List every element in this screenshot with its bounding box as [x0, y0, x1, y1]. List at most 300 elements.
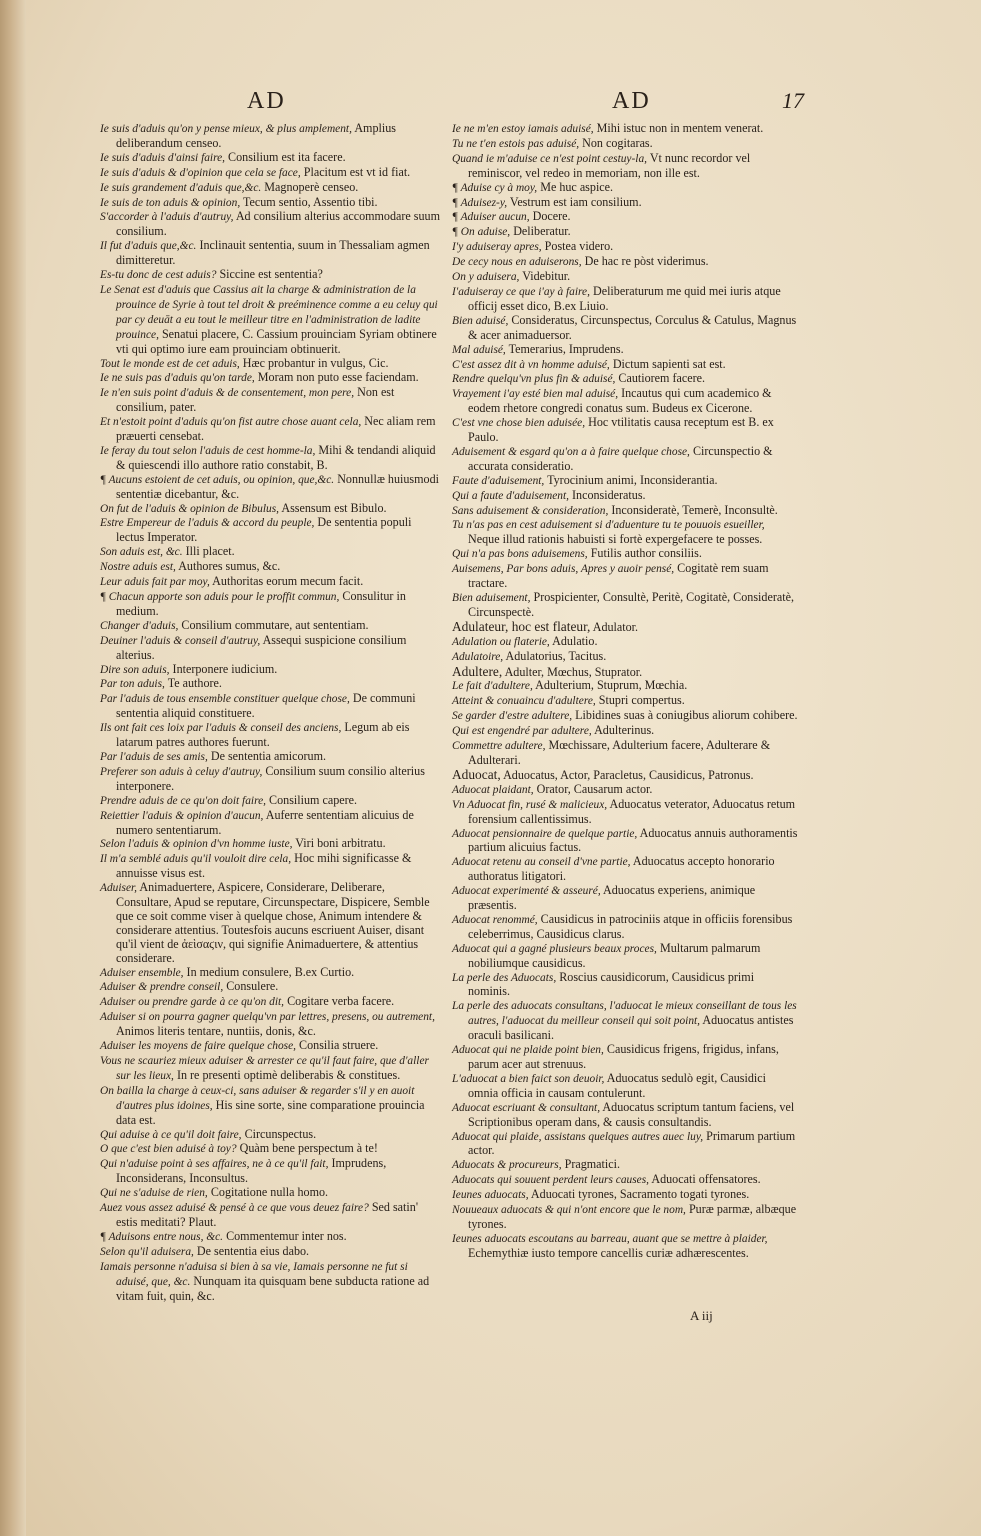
french-headphrase: Aduocats qui souuent perdent leurs causes, — [452, 1174, 649, 1187]
dictionary-entry — [452, 181, 798, 196]
dictionary-entry — [100, 516, 442, 545]
latin-gloss: Aduocatus accepto honorario authoratus litigatori. — [468, 854, 775, 884]
latin-gloss: Deliberatur. — [513, 224, 571, 239]
latin-gloss: Cogitatione nulla homo. — [210, 1185, 329, 1200]
dictionary-entry — [452, 798, 798, 827]
french-headphrase: Selon qu'il aduisera, — [100, 1245, 194, 1258]
dictionary-entry — [452, 739, 798, 768]
latin-gloss: Auferre sententiam alicuius de numero sententiarum. — [116, 807, 414, 837]
latin-gloss: Videbitur. — [522, 269, 571, 284]
latin-gloss: Libidines suas à coniugibus aliorum cohibere. — [575, 708, 798, 723]
dictionary-entry — [452, 1072, 798, 1101]
french-headphrase: Qui aduise à ce qu'il doit faire, — [100, 1128, 242, 1141]
latin-gloss: Hæc probantur in vulgus, Cic. — [242, 355, 389, 370]
dictionary-entry — [452, 225, 798, 240]
dictionary-entry — [452, 489, 798, 504]
latin-gloss: Nunquam ita quisquam bene subducta ratione ad vitam fuit, quin, &c. — [116, 1273, 430, 1303]
latin-gloss: Aduocatus antistes oraculi basilicani. — [468, 1013, 794, 1043]
french-headphrase: Par l'aduis de ses amis, — [100, 750, 208, 763]
latin-gloss: Assensum est Bibulo. — [281, 500, 387, 515]
latin-gloss: Non cogitaras. — [582, 135, 653, 150]
french-headphrase: Bien aduisé, — [452, 314, 509, 327]
latin-gloss: Consulitur in medium. — [116, 589, 406, 618]
dictionary-entry — [100, 677, 442, 692]
french-headphrase: Le fait d'adultere, — [452, 680, 533, 693]
french-headphrase: Commettre adultere, — [452, 740, 546, 753]
french-headphrase: I'aduiseray ce que i'ay à faire, — [452, 285, 590, 298]
french-headphrase: Ieunes aduocats, — [452, 1189, 529, 1202]
latin-gloss: Causidicus in patrociniis atque in officiis forensibus celeberrimus, Causidicus clarus. — [468, 911, 793, 941]
french-headphrase: Par ton aduis, — [100, 678, 165, 691]
latin-gloss: Adulter, Mœchus, Stuprator. — [504, 664, 643, 679]
dictionary-entry — [452, 210, 798, 225]
latin-gloss: Orator, Causarum actor. — [536, 781, 653, 796]
french-headphrase: Auisemens, Par bons aduis, Apres y auoir pensé, — [452, 563, 675, 576]
dictionary-entry — [452, 445, 798, 474]
dictionary-entry — [452, 768, 798, 783]
latin-gloss: Authoritas eorum mecum facit. — [212, 574, 364, 589]
dictionary-entry — [452, 240, 798, 255]
latin-gloss: Deliberaturum me quid mei iuris atque officij esset dico, B.ex Liuio. — [468, 283, 781, 313]
latin-gloss: Te authore. — [167, 676, 222, 691]
latin-gloss: Postea videro. — [544, 239, 614, 254]
dictionary-entry — [452, 591, 798, 620]
latin-gloss: Consilium commutare, aut sententiam. — [181, 617, 369, 632]
latin-gloss: Primarum partium actor. — [468, 1128, 796, 1158]
french-headphrase: On y aduisera, — [452, 271, 520, 284]
dictionary-entry — [100, 239, 442, 268]
dictionary-entry — [452, 679, 798, 694]
dictionary-entry — [100, 166, 442, 181]
french-headphrase: Bien aduisement, — [452, 592, 531, 604]
dictionary-entry — [100, 1084, 442, 1128]
french-headphrase: Preferer son aduis à celuy d'autruy, — [100, 765, 263, 778]
dictionary-entry — [100, 663, 442, 678]
latin-gloss: Moram non puto esse faciendam. — [257, 370, 419, 385]
french-headphrase: Il m'a semblé aduis qu'il vouloit dire cela, — [100, 853, 292, 866]
french-headphrase: Et n'estoit point d'aduis qu'on fist autre chose auant cela, — [100, 416, 362, 429]
french-headphrase: Qui n'a pas bons aduisemens, — [452, 548, 588, 561]
dictionary-entry — [100, 634, 442, 663]
dictionary-entry — [100, 1201, 442, 1230]
french-headphrase: Iamais personne n'aduisa si bien à sa vie, Iamais personne ne fut si aduisé, que, &c. — [100, 1260, 408, 1288]
left-column — [100, 122, 442, 1303]
french-headphrase: Adultere, — [452, 663, 503, 679]
dictionary-entry — [100, 1142, 442, 1157]
dictionary-entry — [452, 635, 798, 650]
latin-gloss: Stupri compertus. — [598, 693, 685, 708]
latin-gloss: Aduocatus, Actor, Paracletus, Causidicus, Patronus. — [503, 767, 754, 782]
dictionary-entry — [452, 1188, 798, 1203]
dictionary-entry — [100, 1128, 442, 1143]
french-headphrase: Quand ie m'aduise ce n'est point cestuy-la, — [452, 152, 647, 165]
french-headphrase: Ie suis d'aduis & d'opinion que cela se face, — [100, 166, 301, 179]
dictionary-entry — [452, 1130, 798, 1159]
latin-gloss: Aduocatus veterator, Aduocatus retum forensium callentissimus. — [468, 796, 796, 826]
latin-gloss: Animos literis tentare, nuntiis, donis, &c. — [116, 1024, 316, 1039]
french-headphrase: La perle des Aduocats, — [452, 971, 557, 984]
french-headphrase: Son aduis est, &c. — [100, 546, 183, 559]
dictionary-entry — [452, 827, 798, 856]
french-headphrase: Leur aduis fait par moy, — [100, 576, 210, 589]
french-headphrase: Aduocat qui ne plaide point bien, — [452, 1044, 604, 1057]
french-headphrase: Nostre aduis est, — [100, 561, 176, 574]
dictionary-entry — [100, 1157, 442, 1186]
french-headphrase: Qui a faute d'aduisement, — [452, 489, 569, 502]
dictionary-entry — [100, 181, 442, 196]
french-headphrase: Tu n'as pas en cest aduisement si d'aduenture tu te pouuois esueiller, — [452, 519, 765, 532]
dictionary-entry — [452, 343, 798, 358]
latin-gloss: Authores sumus, &c. — [178, 559, 281, 574]
latin-gloss: Ad consilium alterius accommodare suum consilium. — [116, 209, 441, 239]
french-headphrase: Adulation ou flaterie, — [452, 635, 550, 648]
french-headphrase: Aduiser les moyens de faire quelque chose, — [100, 1040, 297, 1053]
french-headphrase: La perle des aduocats consultans, l'aduocat le mieux conseillant de tous les autres, l'aduocat du meilleur conseil qui soit point, — [452, 1000, 797, 1028]
french-headphrase: ¶ Aduise cy à moy, — [452, 181, 538, 194]
latin-gloss: Interponere iudicium. — [172, 661, 278, 676]
latin-gloss: Adulterium, Stuprum, Mœchia. — [535, 678, 688, 693]
dictionary-entry — [100, 122, 442, 151]
french-headphrase: Ie suis d'aduis qu'on y pense mieux, & plus amplement, — [100, 123, 352, 135]
latin-gloss: Legum ab eis latarum patres authores fuerunt. — [116, 720, 410, 750]
dictionary-entry — [452, 358, 798, 373]
french-headphrase: Aduocat qui a gagné plusieurs beaux proces, — [452, 942, 657, 955]
french-headphrase: ¶ On aduise, — [452, 226, 511, 239]
latin-gloss: Echemythiæ iusto tempore cancellis curiæ adhærescentes. — [468, 1245, 749, 1260]
latin-gloss: Adulator. — [592, 619, 639, 634]
signature-mark: A iij — [690, 1308, 713, 1323]
dictionary-entry — [100, 1054, 442, 1084]
dictionary-entry — [452, 518, 798, 547]
french-headphrase: ¶ Aduisez-y, — [452, 196, 508, 209]
latin-gloss: Multarum palmarum nobiliumque causidicus. — [468, 940, 761, 970]
french-headphrase: Atteint & conuaincu d'adultere, — [452, 695, 596, 708]
latin-gloss: Nec aliam rem præuerti censebat. — [116, 414, 436, 444]
latin-gloss: Puræ parmæ, albæque tyrones. — [468, 1202, 797, 1231]
dictionary-entry — [452, 855, 798, 884]
latin-gloss: Aduocati offensatores. — [651, 1172, 761, 1187]
french-headphrase: Estre Empereur de l'aduis & accord du peuple, — [100, 517, 315, 530]
latin-gloss: Circunspectio & accurata consideratio. — [468, 443, 773, 473]
dictionary-entry — [452, 547, 798, 562]
latin-gloss: Pragmatici. — [564, 1157, 621, 1172]
latin-gloss: Consideratus, Circunspectus, Corculus & Catulus, Magnus & acer animaduersor. — [468, 312, 797, 342]
french-headphrase: Adulateur, hoc est flateur, — [452, 618, 591, 634]
french-headphrase: Aduiser & prendre conseil, — [100, 981, 224, 994]
french-headphrase: Qui ne s'aduise de rien, — [100, 1187, 208, 1200]
dictionary-entry — [100, 619, 442, 634]
latin-gloss: Dictum sapienti sat est. — [612, 356, 726, 371]
french-headphrase: Aduiser, — [100, 882, 138, 895]
french-headphrase: Rendre quelqu'vn plus fin & aduisé, — [452, 373, 616, 386]
french-headphrase: Nouueaux aduocats & qui n'ont encore que le nom, — [452, 1204, 686, 1217]
french-headphrase: Ie feray du tout selon l'aduis de cest homme-la, — [100, 444, 316, 457]
dictionary-entry — [452, 152, 798, 181]
latin-gloss: Mihi & tendandi aliquid & quiescendi illo authore ratio constabit, B. — [116, 442, 436, 472]
french-headphrase: Ie suis de ton aduis & opinion, — [100, 196, 241, 209]
dictionary-entry — [452, 1232, 798, 1261]
french-headphrase: S'accorder à l'aduis d'autruy, — [100, 211, 234, 224]
french-headphrase: Ie ne m'en estoy iamais aduisé, — [452, 123, 594, 135]
latin-gloss: Cogitatè rem suam tractare. — [468, 561, 769, 591]
french-headphrase: Ieunes aduocats escoutans au barreau, auant que se mettre à plaider, — [452, 1232, 768, 1245]
french-headphrase: Ie suis grandement d'aduis que,&c. — [100, 181, 262, 194]
dictionary-entry — [452, 665, 798, 680]
french-headphrase: Aduocat escriuant & consultant, — [452, 1101, 601, 1114]
dictionary-entry — [452, 504, 798, 519]
latin-gloss: Imprudens, Inconsiderans, Inconsultus. — [116, 1156, 387, 1186]
latin-gloss: Commentemur inter nos. — [226, 1228, 347, 1243]
dictionary-entry — [452, 1158, 798, 1173]
dictionary-entry — [452, 372, 798, 387]
dictionary-entry — [452, 913, 798, 942]
binding-gutter — [0, 0, 26, 1536]
dictionary-entry — [100, 1039, 442, 1054]
french-headphrase: Aduocat qui plaide, assistans quelques autres auec luy, — [452, 1130, 704, 1143]
french-headphrase: ¶ Chacun apporte son aduis pour le proffit commun, — [100, 591, 340, 603]
latin-gloss: Adulatio. — [552, 633, 598, 648]
french-headphrase: Reiettier l'aduis & opinion d'aucun, — [100, 809, 264, 822]
dictionary-entry — [452, 270, 798, 285]
latin-gloss: Mœchissare, Adulterium facere, Adulterare & Adulterari. — [468, 738, 771, 767]
dictionary-entry — [452, 694, 798, 709]
latin-gloss: Cogitare verba facere. — [287, 994, 395, 1009]
latin-gloss: Consulere. — [226, 979, 279, 994]
french-headphrase: O que c'est bien aduisé à toy? — [100, 1143, 237, 1156]
latin-gloss: Sed satin' estis meditati? Plaut. — [116, 1200, 418, 1229]
dictionary-entry — [100, 444, 442, 473]
dictionary-entry — [100, 545, 442, 560]
latin-gloss: Me huc aspice. — [540, 179, 614, 194]
french-headphrase: L'aduocat a bien faict son deuoir, — [452, 1072, 605, 1085]
latin-gloss: In re presenti optimè deliberabis & constitues. — [176, 1067, 401, 1082]
latin-gloss: Consilia struere. — [299, 1038, 379, 1053]
dictionary-entry — [452, 783, 798, 798]
french-headphrase: Aduocat, — [452, 766, 501, 782]
french-headphrase: Aduocat experimenté & asseuré, — [452, 885, 601, 898]
latin-gloss: Consilium est ita facere. — [228, 149, 346, 164]
french-headphrase: Ie n'en suis point d'aduis & de consentement, mon pere, — [100, 387, 355, 400]
french-headphrase: Vous ne scauriez mieux aduiser & arrester ce qu'il faut faire, que d'aller sur les lieux, — [100, 1055, 429, 1082]
latin-gloss: Aduocatus annuis authoramentis partium alicuius factus. — [468, 825, 798, 855]
french-headphrase: Ie ne suis pas d'aduis qu'on tarde, — [100, 372, 255, 385]
dictionary-entry — [452, 650, 798, 665]
latin-gloss: Amplius deliberandum censeo. — [116, 121, 396, 150]
french-headphrase: Prendre aduis de ce qu'on doit faire, — [100, 794, 266, 807]
dictionary-entry — [100, 837, 442, 852]
dictionary-entry — [452, 314, 798, 343]
french-headphrase: Es-tu donc de cest aduis? — [100, 269, 217, 282]
french-headphrase: Auez vous assez aduisé & pensé à ce que vous deuez faire? — [100, 1202, 369, 1215]
latin-gloss: Non est consilium, pater. — [116, 385, 395, 415]
dictionary-entry — [452, 562, 798, 591]
french-headphrase: Vrayement i'ay esté bien mal aduisé, — [452, 388, 619, 401]
dictionary-entry — [100, 765, 442, 794]
latin-gloss: Inconsideratè, Temerè, Inconsultè. — [611, 502, 778, 517]
dictionary-entry — [100, 473, 442, 502]
dictionary-entry — [452, 1101, 798, 1130]
french-headphrase: Il fut d'aduis que,&c. — [100, 240, 197, 253]
dictionary-entry — [452, 1043, 798, 1072]
latin-gloss: Neque illud rationis habuisti si fortè expergefacere te posses. — [468, 532, 763, 547]
dictionary-entry — [100, 852, 442, 881]
latin-gloss: Siccine est sententia? — [219, 267, 323, 282]
latin-gloss: In medium consulere, B.ex Curtio. — [186, 964, 355, 979]
french-headphrase: Aduiser ensemble, — [100, 966, 184, 979]
dictionary-entry — [100, 502, 442, 517]
dictionary-entry — [100, 210, 442, 239]
french-headphrase: ¶ Aduisons entre nous, &c. — [100, 1230, 224, 1243]
dictionary-entry — [100, 995, 442, 1010]
dictionary-entry — [452, 709, 798, 724]
dictionary-entry — [100, 1245, 442, 1260]
dictionary-entry — [452, 122, 798, 137]
french-headphrase: On bailla la charge à ceux-ci, sans aduiser & regarder s'il y en auoit d'autres plus idoines, — [100, 1084, 415, 1112]
dictionary-entry — [452, 416, 798, 445]
dictionary-entry — [100, 692, 442, 721]
latin-gloss: Quàm bene perspectum à te! — [239, 1141, 378, 1156]
dictionary-entry — [452, 942, 798, 971]
latin-gloss: Consilium capere. — [269, 792, 358, 807]
dictionary-entry — [100, 151, 442, 166]
page-number: 17 — [782, 88, 804, 113]
dictionary-entry — [100, 881, 442, 965]
latin-gloss: De sententia eius dabo. — [196, 1243, 310, 1258]
running-head-left: AD — [247, 88, 286, 114]
french-headphrase: Le Senat est d'aduis que Cassius ait la charge & administration de la prouince de Syrie à tout tel droit & preéminence comme a eu celuy qui par cy deuāt a eu tout le meilleur titre en l'administration de ladite prouince, — [100, 283, 438, 341]
latin-gloss: Futilis author consiliis. — [590, 546, 702, 561]
latin-gloss: Tyrocinium animi, Inconsiderantia. — [547, 472, 718, 487]
french-headphrase: ¶ Aduiser aucun, — [452, 211, 530, 224]
dictionary-entry — [452, 1173, 798, 1188]
dictionary-entry — [100, 794, 442, 809]
french-headphrase: Aduocat retenu au conseil d'vne partie, — [452, 856, 631, 869]
french-headphrase: Tu ne t'en estois pas aduisé, — [452, 137, 580, 150]
french-headphrase: Se garder d'estre adultere, — [452, 710, 573, 723]
french-headphrase: Ie suis d'aduis d'ainsi faire, — [100, 151, 226, 164]
french-headphrase: Aduocat plaidant, — [452, 783, 534, 796]
dictionary-entry — [452, 1203, 798, 1232]
dictionary-entry — [100, 371, 442, 386]
latin-gloss: Tecum sentio, Assentio tibi. — [242, 194, 378, 209]
latin-gloss: Inclinauit sententia, suum in Thessaliam agmen dimitteretur. — [116, 238, 430, 268]
dictionary-entry — [452, 620, 798, 635]
latin-gloss: Assequi suspicione consilium alterius. — [116, 632, 407, 662]
latin-gloss: Prospicienter, Consultè, Peritè, Cogitatè, Consideratè, Circunspectè. — [468, 590, 794, 619]
dictionary-entry — [452, 285, 798, 314]
latin-gloss: Docere. — [532, 209, 571, 224]
latin-gloss: Aduocatus experiens, animique præsentis. — [468, 883, 756, 913]
french-headphrase: Qui n'aduise point à ses affaires, ne à ce qu'il fait, — [100, 1158, 329, 1171]
french-headphrase: Selon l'aduis & opinion d'vn homme iuste, — [100, 838, 293, 851]
french-headphrase: On fut de l'aduis & opinion de Bibulus, — [100, 502, 279, 515]
dictionary-entry — [100, 980, 442, 995]
french-headphrase: Vn Aduocat fin, rusé & malicieux, — [452, 798, 608, 811]
latin-gloss: Consilium suum consilio alterius interponere. — [116, 763, 425, 793]
french-headphrase: Sans aduisement & consideration, — [452, 504, 609, 517]
dictionary-entry — [100, 357, 442, 372]
dictionary-entry — [100, 1186, 442, 1201]
latin-gloss: De sententia amicorum. — [210, 748, 327, 763]
latin-gloss: Magnoperè censeo. — [264, 179, 359, 194]
latin-gloss: De communi sententia aliquid constituere. — [116, 691, 416, 721]
latin-gloss: Vestrum est iam consilium. — [509, 194, 642, 209]
french-headphrase: Aduisement & esgard qu'on a à faire quelque chose, — [452, 445, 690, 458]
dictionary-entry — [100, 268, 442, 283]
running-head-right: AD — [612, 88, 651, 114]
dictionary-entry — [452, 724, 798, 739]
latin-gloss: Adulatorius, Tacitus. — [505, 648, 607, 663]
latin-gloss: Adulterinus. — [594, 723, 655, 738]
french-headphrase: Faute d'aduisement, — [452, 474, 545, 487]
dictionary-entry — [452, 474, 798, 489]
dictionary-entry — [452, 884, 798, 913]
french-headphrase: Ils ont fait ces loix par l'aduis & conseil des anciens, — [100, 722, 342, 735]
dictionary-entry — [100, 575, 442, 590]
french-headphrase: C'est assez dit à vn homme aduisé, — [452, 358, 610, 371]
french-headphrase: Aduocats & procureurs, — [452, 1159, 562, 1172]
latin-gloss: Temerarius, Imprudens. — [508, 341, 624, 356]
latin-gloss: Vt nunc recordor vel reminiscor, vel redeo in memoriam, non ille est. — [468, 150, 751, 180]
latin-gloss: Placitum est vt id fiat. — [303, 164, 411, 179]
latin-gloss: Senatui placere, C. Cassium prouinciam Syriam obtinere vti qui optimo iure eam prouinciam obtinuerit. — [116, 326, 437, 356]
dictionary-entry — [100, 809, 442, 838]
latin-gloss: Mihi istuc non in mentem venerat. — [596, 121, 764, 135]
french-headphrase: Changer d'aduis, — [100, 619, 179, 632]
latin-gloss: De hac re pòst viderimus. — [584, 254, 709, 269]
french-headphrase: Aduiser si on pourra gagner quelqu'vn par lettres, presens, ou autrement, — [100, 1011, 435, 1024]
dictionary-entry — [100, 1260, 442, 1304]
french-headphrase: Deuiner l'aduis & conseil d'autruy, — [100, 634, 261, 647]
dictionary-entry — [100, 560, 442, 575]
latin-gloss: Aduocatus scriptum tantum faciens, vel Scriptionibus operam dans, & causis consultandis. — [468, 1099, 795, 1129]
dictionary-entry — [100, 386, 442, 415]
dictionary-entry — [452, 971, 798, 1000]
french-headphrase: Par l'aduis de tous ensemble constituer quelque chose, — [100, 693, 350, 706]
french-headphrase: I'y aduiseray apres, — [452, 241, 542, 254]
dictionary-entry — [100, 721, 442, 750]
latin-gloss: Nonnullæ huiusmodi sententiæ dicebantur, &c. — [116, 471, 439, 501]
dictionary-entry — [100, 590, 442, 619]
dictionary-entry — [452, 255, 798, 270]
dictionary-entry — [100, 283, 442, 357]
french-headphrase: Qui est engendré par adultere, — [452, 725, 592, 738]
french-headphrase: Aduocat pensionnaire de quelque partie, — [452, 827, 638, 840]
latin-gloss: Roscius causidicorum, Causidicus primi nominis. — [468, 969, 755, 999]
latin-gloss: Aduocatus sedulò egit, Causidici omnia officia in causam contulerunt. — [468, 1070, 766, 1100]
dictionary-entry — [452, 387, 798, 416]
dictionary-entry — [100, 1230, 442, 1245]
dictionary-entry — [100, 750, 442, 765]
dictionary-entry — [100, 966, 442, 981]
latin-gloss: Causidicus frigens, frigidus, infans, parum acer aut strenuus. — [468, 1042, 779, 1071]
french-headphrase: C'est vne chose bien aduisée, — [452, 417, 586, 430]
right-column — [452, 122, 798, 1261]
latin-gloss: Cautiorem facere. — [618, 371, 706, 386]
french-headphrase: Mal aduisé, — [452, 343, 506, 356]
french-headphrase: Aduiser ou prendre garde à ce qu'on dit, — [100, 996, 285, 1009]
latin-gloss: Hoc vtilitatis causa receptum est B. ex Paulo. — [468, 415, 774, 445]
dictionary-entry — [100, 196, 442, 211]
dictionary-entry — [100, 415, 442, 444]
latin-gloss: Aduocati tyrones, Sacramento togati tyrones. — [530, 1187, 750, 1202]
latin-gloss: His sine sorte, sine comparatione prouincia data est. — [116, 1097, 425, 1127]
dictionary-entry — [452, 196, 798, 211]
latin-gloss: Circunspectus. — [244, 1126, 317, 1141]
latin-gloss: Hoc mihi significasse & annuisse visus est. — [116, 851, 412, 881]
french-headphrase: ¶ Aucuns estoient de cet aduis, ou opinion, que,&c. — [100, 473, 335, 486]
latin-gloss: Illi placet. — [185, 544, 235, 559]
